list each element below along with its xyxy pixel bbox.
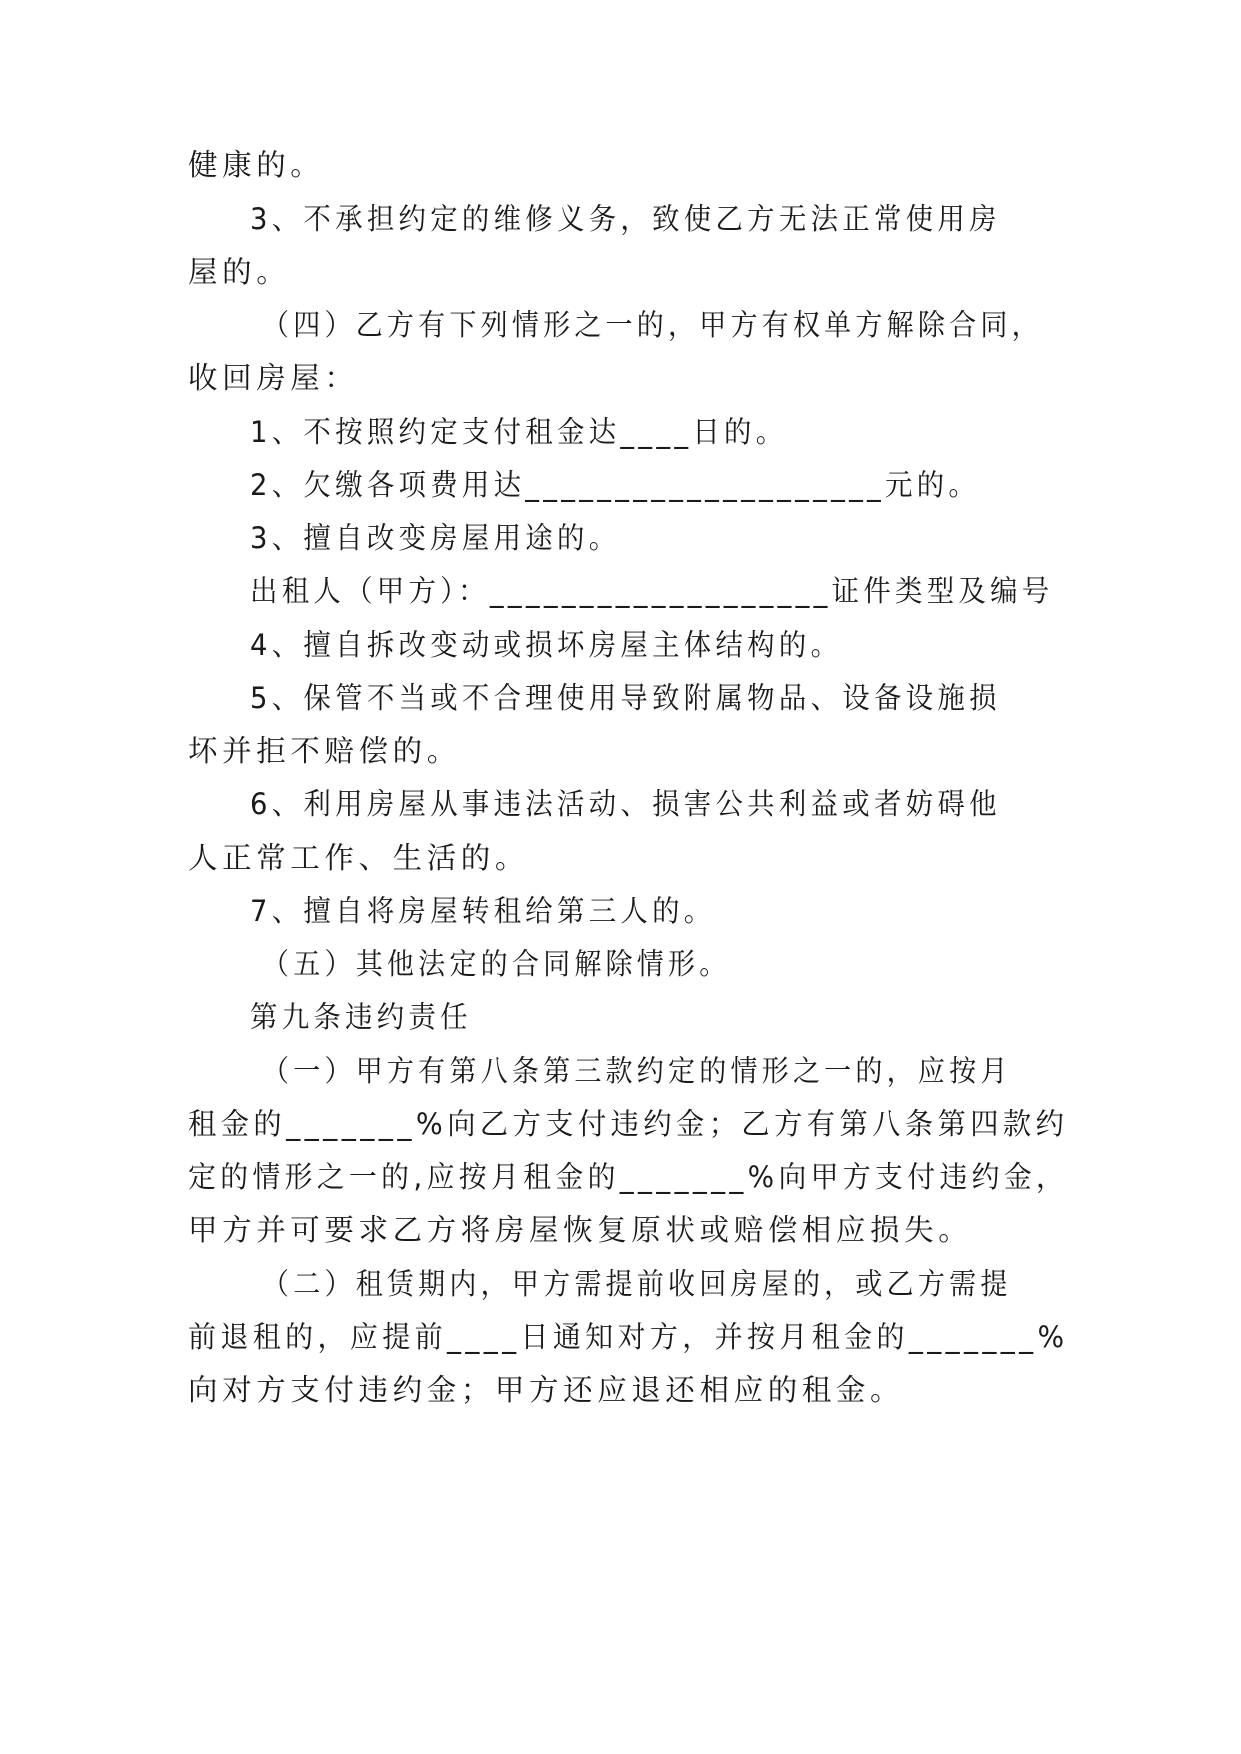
text-line: （四）乙方有下列情形之一的，甲方有权单方解除合同，: [262, 308, 1043, 342]
text-line: 定的情形之一的,应按月租金的_______%向甲方支付违约金，: [188, 1160, 1069, 1194]
text-line: 出租人（甲方）：___________________证件类型及编号: [250, 574, 1054, 608]
text-line: 3、擅自改变房屋用途的。: [250, 521, 621, 555]
text-line: 4、擅自拆改变动或损坏房屋主体结构的。: [250, 628, 843, 662]
text-line: 坏并拒不赔偿的。: [188, 734, 461, 768]
text-line: 收回房屋：: [188, 361, 359, 395]
text-line: 6、利用房屋从事违法活动、损害公共利益或者妨碍他: [250, 787, 1001, 821]
text-line: 健康的。: [188, 148, 325, 182]
text-line: 5、保管不当或不合理使用导致附属物品、设备设施损: [250, 681, 1001, 715]
text-line: 人正常工作、生活的。: [188, 841, 530, 875]
text-line: （五）其他法定的合同解除情形。: [262, 947, 731, 981]
text-line: 7、擅自将房屋转租给第三人的。: [250, 894, 716, 928]
text-line: 屋的。: [188, 255, 291, 289]
text-line: 前退租的，应提前____日通知对方，并按月租金的_______%: [188, 1320, 1069, 1354]
text-line: （一）甲方有第八条第三款约定的情形之一的，应按月: [262, 1054, 1012, 1088]
text-line: 向对方支付违约金；甲方还应退还相应的租金。: [188, 1373, 905, 1407]
text-line: 甲方并可要求乙方将房屋恢复原状或赔偿相应损失。: [188, 1213, 973, 1247]
text-line: 1、不按照约定支付租金达____日的。: [250, 415, 788, 449]
text-line: 3、不承担约定的维修义务，致使乙方无法正常使用房: [250, 202, 1001, 236]
text-line: 租金的_______%向乙方支付违约金；乙方有第八条第四款约: [188, 1107, 1069, 1141]
text-line: 2、欠缴各项费用达____________________元的。: [250, 468, 981, 502]
section-heading: 第九条违约责任: [250, 1000, 472, 1034]
text-line: （二）租赁期内，甲方需提前收回房屋的，或乙方需提: [262, 1267, 1012, 1301]
